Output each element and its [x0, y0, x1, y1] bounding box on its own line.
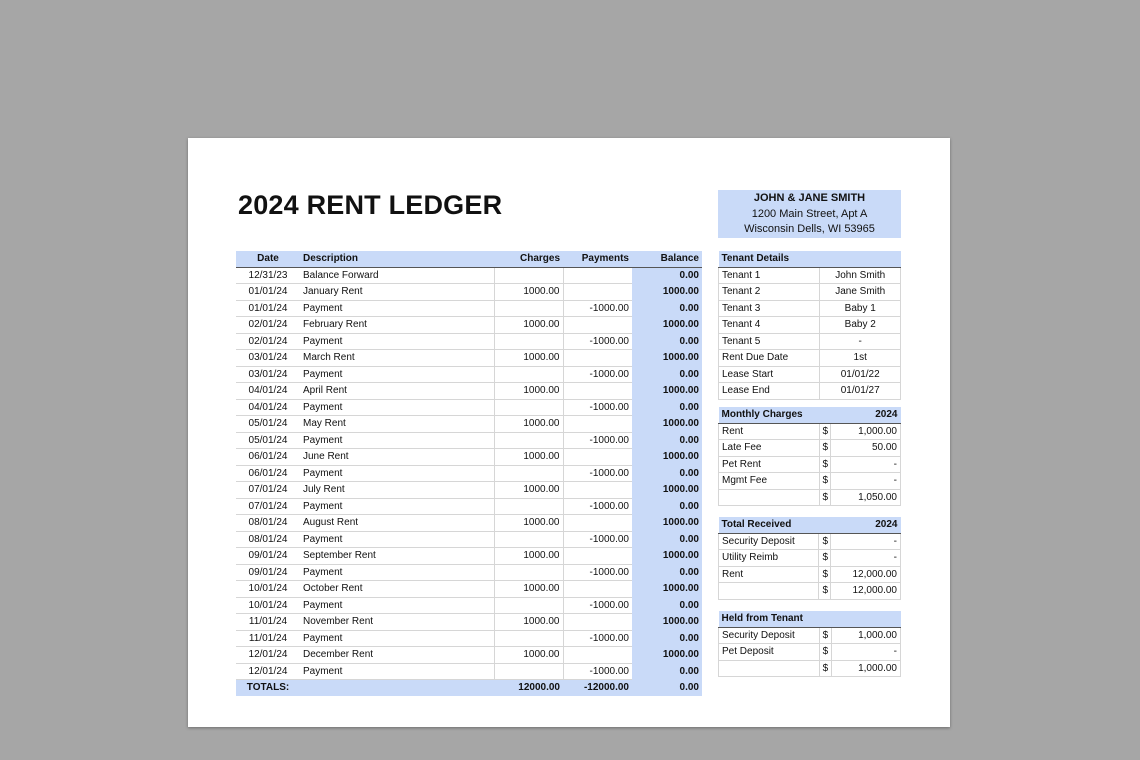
ledger-description: February Rent: [300, 317, 494, 334]
ledger-charge: [494, 333, 563, 350]
ledger-charge: [494, 300, 563, 317]
ledger-description: Payment: [300, 300, 494, 317]
ledger-description: November Rent: [300, 614, 494, 631]
ledger-row: [236, 432, 702, 449]
ledger-charge: [494, 564, 563, 581]
ledger-balance: 0.00: [632, 597, 702, 614]
ledger-charge: [494, 531, 563, 548]
landlord-city: Wisconsin Dells, WI 53965: [744, 223, 875, 235]
ledger-description: August Rent: [300, 515, 494, 532]
tenant-detail-label: Tenant 2: [719, 284, 820, 301]
ledger-balance: 0.00: [632, 564, 702, 581]
received-currency: $: [819, 533, 831, 550]
received-row: [719, 533, 901, 550]
ledger-charge: [494, 399, 563, 416]
ledger-payment: -1000.00: [563, 465, 632, 482]
col-header-date: Date: [236, 251, 300, 267]
ledger-payment: [563, 482, 632, 499]
ledger-date: 09/01/24: [236, 564, 300, 581]
total-received-table: [718, 517, 901, 600]
ledger-description: June Rent: [300, 449, 494, 466]
ledger-date: 05/01/24: [236, 416, 300, 433]
ledger-charge: [494, 597, 563, 614]
ledger-payment: [563, 350, 632, 367]
ledger-description: July Rent: [300, 482, 494, 499]
held-from-tenant-table: [718, 611, 901, 677]
ledger-date: 11/01/24: [236, 630, 300, 647]
monthly-charge-currency: $: [819, 456, 831, 473]
ledger-charge: 1000.00: [494, 647, 563, 664]
ledger-balance: 0.00: [632, 630, 702, 647]
tenant-detail-label: Lease End: [719, 383, 820, 400]
ledger-payment: [563, 383, 632, 400]
ledger-body: [236, 267, 702, 680]
ledger-payment: [563, 515, 632, 532]
ledger-date: 03/01/24: [236, 350, 300, 367]
ledger-payment: [563, 284, 632, 301]
received-row: [719, 566, 901, 583]
ledger-charge: [494, 663, 563, 680]
ledger-payment: [563, 581, 632, 598]
ledger-date: 07/01/24: [236, 482, 300, 499]
col-header-balance: Balance: [632, 251, 702, 267]
ledger-row: [236, 647, 702, 664]
ledger-date: 01/01/24: [236, 284, 300, 301]
ledger-balance: 1000.00: [632, 284, 702, 301]
held-from-tenant-body: [719, 627, 901, 677]
held-row: [719, 644, 901, 661]
received-amount: 12,000.00: [831, 566, 901, 583]
col-header-description: Description: [300, 251, 494, 267]
held-total-row: [719, 660, 901, 677]
held-amount: -: [831, 644, 901, 661]
totals-charges: 12000.00: [494, 680, 563, 696]
ledger-date: 04/01/24: [236, 383, 300, 400]
held-amount: 1,000.00: [831, 627, 901, 644]
ledger-payment: [563, 416, 632, 433]
monthly-charges-header: Monthly Charges: [719, 407, 831, 423]
col-header-payments: Payments: [563, 251, 632, 267]
received-label: Rent: [719, 566, 819, 583]
monthly-charge-row: [719, 423, 901, 440]
tenant-detail-row: [719, 284, 901, 301]
col-header-charges: Charges: [494, 251, 563, 267]
ledger-row: [236, 399, 702, 416]
ledger-date: 12/31/23: [236, 267, 300, 284]
ledger-balance: 0.00: [632, 300, 702, 317]
held-total-currency: $: [819, 660, 831, 677]
ledger-date: 06/01/24: [236, 449, 300, 466]
ledger-row: [236, 366, 702, 383]
ledger-date: 05/01/24: [236, 432, 300, 449]
total-received-header: Total Received: [719, 517, 831, 533]
ledger-payment: [563, 647, 632, 664]
ledger-payment: -1000.00: [563, 366, 632, 383]
tenant-detail-value: 01/01/22: [820, 366, 901, 383]
ledger-description: Payment: [300, 564, 494, 581]
ledger-charge: [494, 432, 563, 449]
monthly-charges-table: [718, 407, 901, 506]
ledger-balance: 1000.00: [632, 647, 702, 664]
received-total-row: [719, 583, 901, 600]
ledger-date: 10/01/24: [236, 581, 300, 598]
ledger-date: 11/01/24: [236, 614, 300, 631]
ledger-charge: [494, 267, 563, 284]
ledger-row: [236, 663, 702, 680]
ledger-row: [236, 350, 702, 367]
held-label: Security Deposit: [719, 627, 820, 644]
ledger-date: 03/01/24: [236, 366, 300, 383]
held-currency: $: [819, 627, 831, 644]
monthly-charge-amount: 1,000.00: [831, 423, 901, 440]
tenant-detail-label: Tenant 5: [719, 333, 820, 350]
monthly-charge-currency: $: [819, 440, 831, 457]
ledger-row: [236, 597, 702, 614]
ledger-row: [236, 630, 702, 647]
ledger-description: Payment: [300, 531, 494, 548]
total-received-body: [719, 533, 901, 599]
tenant-detail-row: [719, 317, 901, 334]
landlord-address-block: [718, 190, 901, 238]
ledger-payment: -1000.00: [563, 630, 632, 647]
ledger-charge: 1000.00: [494, 614, 563, 631]
monthly-charges-body: [719, 423, 901, 506]
ledger-row: [236, 267, 702, 284]
ledger-row: [236, 300, 702, 317]
received-amount: -: [831, 533, 901, 550]
ledger-description: December Rent: [300, 647, 494, 664]
ledger-charge: 1000.00: [494, 416, 563, 433]
ledger-payment: [563, 548, 632, 565]
monthly-charge-total-currency: $: [819, 489, 831, 506]
ledger-description: March Rent: [300, 350, 494, 367]
ledger-date: 01/01/24: [236, 300, 300, 317]
tenant-detail-row: [719, 267, 901, 284]
ledger-balance: 0.00: [632, 531, 702, 548]
ledger-charge: 1000.00: [494, 317, 563, 334]
ledger-date: 04/01/24: [236, 399, 300, 416]
ledger-charge: 1000.00: [494, 350, 563, 367]
ledger-description: October Rent: [300, 581, 494, 598]
monthly-charge-row: [719, 473, 901, 490]
ledger-date: 02/01/24: [236, 317, 300, 334]
received-total-spacer: [719, 583, 819, 600]
ledger-totals-row: [236, 680, 702, 696]
ledger-payment: -1000.00: [563, 531, 632, 548]
ledger-charge: 1000.00: [494, 548, 563, 565]
ledger-payment: -1000.00: [563, 564, 632, 581]
ledger-row: [236, 416, 702, 433]
ledger-balance: 1000.00: [632, 548, 702, 565]
ledger-date: 08/01/24: [236, 515, 300, 532]
ledger-charge: 1000.00: [494, 284, 563, 301]
ledger-row: [236, 333, 702, 350]
ledger-date: 10/01/24: [236, 597, 300, 614]
ledger-description: Payment: [300, 432, 494, 449]
received-amount: -: [831, 550, 901, 567]
ledger-row: [236, 284, 702, 301]
ledger-description: Payment: [300, 366, 494, 383]
held-currency: $: [819, 644, 831, 661]
ledger-balance: 1000.00: [632, 581, 702, 598]
ledger-row: [236, 383, 702, 400]
ledger-balance: 1000.00: [632, 482, 702, 499]
ledger-date: 07/01/24: [236, 498, 300, 515]
monthly-charge-amount: -: [831, 456, 901, 473]
ledger-payment: -1000.00: [563, 663, 632, 680]
ledger-charge: [494, 498, 563, 515]
ledger-header-row: [236, 251, 702, 267]
ledger-payment: -1000.00: [563, 399, 632, 416]
monthly-charge-currency: $: [819, 423, 831, 440]
ledger-description: Payment: [300, 498, 494, 515]
ledger-balance: 1000.00: [632, 416, 702, 433]
ledger-balance: 0.00: [632, 399, 702, 416]
ledger-balance: 0.00: [632, 663, 702, 680]
tenant-details-table: [718, 251, 901, 400]
tenant-detail-label: Rent Due Date: [719, 350, 820, 367]
page-title: 2024 RENT LEDGER: [238, 190, 503, 220]
ledger-payment: -1000.00: [563, 300, 632, 317]
ledger-row: [236, 614, 702, 631]
tenant-detail-value: Jane Smith: [820, 284, 901, 301]
tenant-detail-value: 01/01/27: [820, 383, 901, 400]
ledger-description: January Rent: [300, 284, 494, 301]
ledger-balance: 1000.00: [632, 350, 702, 367]
ledger-row: [236, 317, 702, 334]
ledger-payment: [563, 449, 632, 466]
ledger-row: [236, 498, 702, 515]
landlord-name: JOHN & JANE SMITH: [753, 192, 866, 204]
ledger-balance: 1000.00: [632, 317, 702, 334]
ledger-balance: 0.00: [632, 333, 702, 350]
ledger-balance: 1000.00: [632, 449, 702, 466]
held-from-tenant-header: Held from Tenant: [719, 611, 901, 627]
ledger-description: May Rent: [300, 416, 494, 433]
monthly-charge-amount: 50.00: [831, 440, 901, 457]
held-label: Pet Deposit: [719, 644, 820, 661]
monthly-charge-label: Late Fee: [719, 440, 820, 457]
monthly-charge-total-spacer: [719, 489, 820, 506]
tenant-detail-value: John Smith: [820, 267, 901, 284]
ledger-description: Payment: [300, 630, 494, 647]
received-total-currency: $: [819, 583, 831, 600]
tenant-detail-row: [719, 300, 901, 317]
ledger-date: 12/01/24: [236, 663, 300, 680]
ledger-description: Payment: [300, 597, 494, 614]
ledger-description: Payment: [300, 333, 494, 350]
received-label: Security Deposit: [719, 533, 819, 550]
ledger-description: April Rent: [300, 383, 494, 400]
tenant-detail-row: [719, 350, 901, 367]
ledger-balance: 1000.00: [632, 614, 702, 631]
ledger-description: September Rent: [300, 548, 494, 565]
monthly-charge-label: Rent: [719, 423, 820, 440]
ledger-row: [236, 548, 702, 565]
landlord-street: 1200 Main Street, Apt A: [751, 207, 868, 220]
tenant-detail-row: [719, 383, 901, 400]
ledger-balance: 0.00: [632, 465, 702, 482]
monthly-charge-row: [719, 440, 901, 457]
held-total-spacer: [719, 660, 820, 677]
total-received-year: 2024: [831, 517, 901, 533]
ledger-row: [236, 449, 702, 466]
totals-label: TOTALS:: [236, 680, 300, 696]
ledger-charge: [494, 630, 563, 647]
tenant-detail-label: Tenant 1: [719, 267, 820, 284]
ledger-row: [236, 581, 702, 598]
ledger-balance: 0.00: [632, 267, 702, 284]
ledger-payment: [563, 267, 632, 284]
ledger-page: [188, 138, 950, 727]
ledger-date: 08/01/24: [236, 531, 300, 548]
totals-payments: -12000.00: [563, 680, 632, 696]
monthly-charge-total-amount: 1,050.00: [831, 489, 901, 506]
monthly-charge-total-row: [719, 489, 901, 506]
ledger-payment: -1000.00: [563, 597, 632, 614]
ledger-balance: 0.00: [632, 498, 702, 515]
ledger-balance: 1000.00: [632, 515, 702, 532]
tenant-detail-value: -: [820, 333, 901, 350]
received-total-amount: 12,000.00: [831, 583, 901, 600]
received-row: [719, 550, 901, 567]
ledger-table: [236, 251, 702, 696]
ledger-charge: [494, 366, 563, 383]
ledger-balance: 1000.00: [632, 383, 702, 400]
ledger-payment: -1000.00: [563, 333, 632, 350]
ledger-charge: 1000.00: [494, 449, 563, 466]
tenant-detail-label: Tenant 3: [719, 300, 820, 317]
monthly-charge-label: Mgmt Fee: [719, 473, 820, 490]
ledger-date: 09/01/24: [236, 548, 300, 565]
ledger-charge: 1000.00: [494, 515, 563, 532]
ledger-charge: 1000.00: [494, 383, 563, 400]
received-currency: $: [819, 550, 831, 567]
totals-spacer: [300, 680, 494, 696]
monthly-charge-label: Pet Rent: [719, 456, 820, 473]
tenant-detail-value: Baby 1: [820, 300, 901, 317]
monthly-charges-year: 2024: [831, 407, 901, 423]
received-currency: $: [819, 566, 831, 583]
tenant-detail-row: [719, 333, 901, 350]
ledger-payment: -1000.00: [563, 498, 632, 515]
ledger-charge: [494, 465, 563, 482]
ledger-description: Payment: [300, 663, 494, 680]
ledger-date: 02/01/24: [236, 333, 300, 350]
received-label: Utility Reimb: [719, 550, 819, 567]
ledger-row: [236, 564, 702, 581]
ledger-row: [236, 531, 702, 548]
ledger-balance: 0.00: [632, 432, 702, 449]
monthly-charge-amount: -: [831, 473, 901, 490]
ledger-description: Payment: [300, 465, 494, 482]
ledger-payment: [563, 614, 632, 631]
ledger-row: [236, 482, 702, 499]
tenant-detail-label: Tenant 4: [719, 317, 820, 334]
ledger-charge: 1000.00: [494, 581, 563, 598]
ledger-charge: 1000.00: [494, 482, 563, 499]
tenant-details-header: Tenant Details: [719, 251, 901, 267]
held-row: [719, 627, 901, 644]
totals-balance: 0.00: [632, 680, 702, 696]
ledger-row: [236, 465, 702, 482]
tenant-detail-label: Lease Start: [719, 366, 820, 383]
ledger-description: Balance Forward: [300, 267, 494, 284]
tenant-detail-value: 1st: [820, 350, 901, 367]
tenant-detail-value: Baby 2: [820, 317, 901, 334]
tenant-details-body: [719, 267, 901, 399]
ledger-balance: 0.00: [632, 366, 702, 383]
ledger-payment: -1000.00: [563, 432, 632, 449]
ledger-date: 06/01/24: [236, 465, 300, 482]
monthly-charge-row: [719, 456, 901, 473]
ledger-date: 12/01/24: [236, 647, 300, 664]
ledger-description: Payment: [300, 399, 494, 416]
held-total-amount: 1,000.00: [831, 660, 901, 677]
ledger-payment: [563, 317, 632, 334]
monthly-charge-currency: $: [819, 473, 831, 490]
ledger-row: [236, 515, 702, 532]
tenant-detail-row: [719, 366, 901, 383]
